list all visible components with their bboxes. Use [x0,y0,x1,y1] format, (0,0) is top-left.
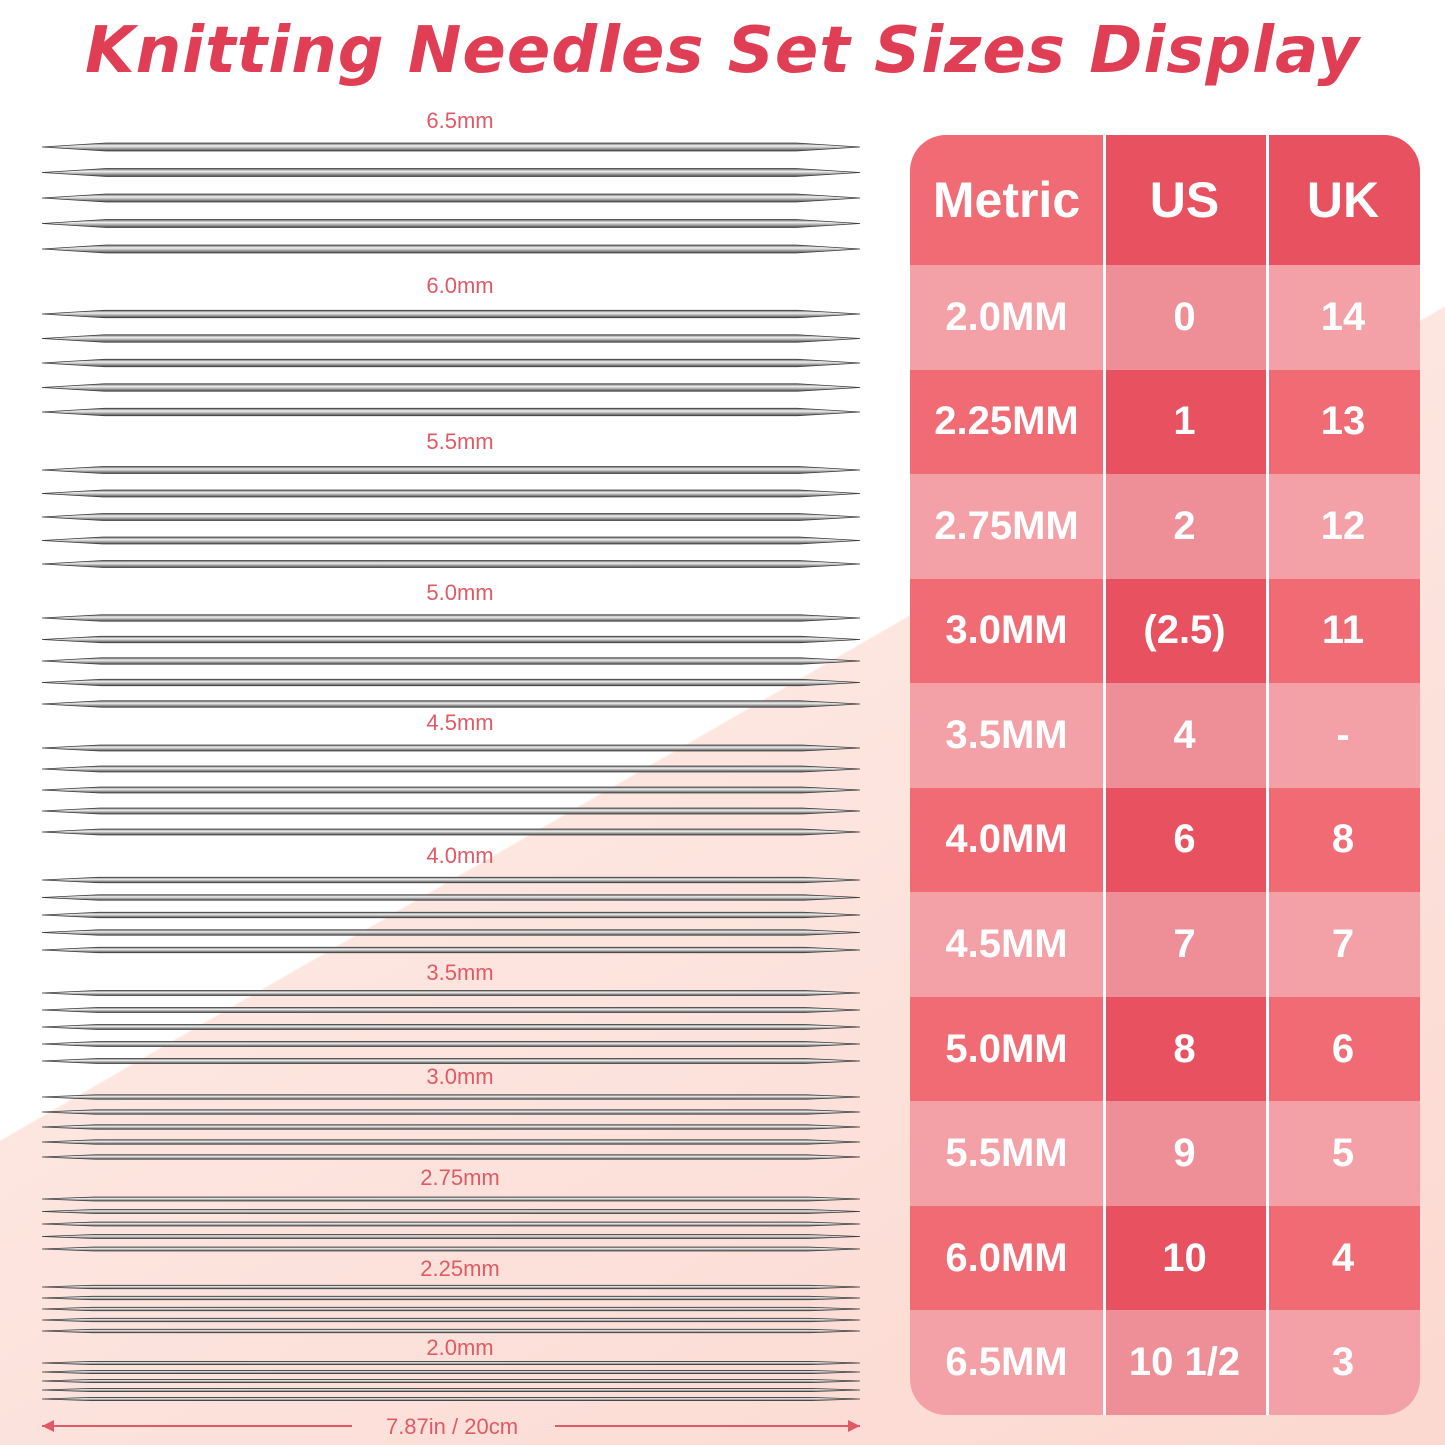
table-cell: 14 [1266,265,1420,370]
table-cell: 13 [1266,370,1420,475]
table-cell: - [1266,683,1420,788]
table-cell: 4 [1266,1206,1420,1311]
needle-set-3.5mm [42,960,860,1064]
needle [42,384,860,392]
needle [42,1042,860,1047]
table-header-uk: UK [1266,135,1420,265]
needle [42,947,860,953]
needle [42,408,860,416]
needle [42,1222,860,1226]
table-header-metric: Metric [910,135,1103,265]
needle [42,745,860,751]
table-cell: 2.25MM [910,370,1103,475]
needle [42,359,860,367]
table-cell: 6 [1103,788,1266,893]
needle [42,1318,860,1322]
table-cell: 4.5MM [910,892,1103,997]
needle-size-label: 2.75mm [420,1165,500,1190]
needle-size-label: 3.0mm [426,1064,494,1089]
needle-size-label: 4.0mm [426,843,494,868]
needle-size-label: 2.25mm [420,1256,500,1281]
table-cell: 2.75MM [910,474,1103,579]
needle-size-label: 2.0mm [426,1335,494,1360]
needle-size-label: 5.5mm [426,429,494,454]
needle [42,245,860,253]
table-cell: 3 [1266,1310,1420,1415]
table-header-us: US [1103,135,1266,265]
table-cell: 11 [1266,579,1420,684]
needle [42,194,860,202]
needle [42,467,860,474]
needle [42,514,860,521]
needle [42,1155,860,1160]
table-cell: 2 [1103,474,1266,579]
needle [42,1379,860,1382]
needle-set-4.5mm [42,710,860,835]
needle [42,829,860,835]
table-cell: 6 [1266,997,1420,1102]
table-cell: 12 [1266,474,1420,579]
table-cell: 7 [1103,892,1266,997]
table-cell: 5 [1266,1101,1420,1206]
needle [42,1285,860,1289]
needle-set-3.0mm [42,1064,860,1159]
needle [42,335,860,343]
needle [42,912,860,918]
table-cell: 5.5MM [910,1101,1103,1206]
needle-set-5.0mm [42,580,860,707]
needle-set-2.25mm [42,1256,860,1333]
arrow-right-icon [848,1420,860,1432]
table-cell: 2.0MM [910,265,1103,370]
needle [42,561,860,568]
needle [42,895,860,901]
needle [42,787,860,793]
needle [42,1370,860,1373]
table-cell: 4.0MM [910,788,1103,893]
needle-size-label: 4.5mm [426,710,494,735]
needle [42,877,860,883]
needle-set-6.0mm [42,273,860,416]
needle-set-4.0mm [42,843,860,953]
table-cell: 8 [1103,997,1266,1102]
needle-set-2.75mm [42,1165,860,1251]
size-conversion-table [910,135,1420,1415]
table-cell: 1 [1103,370,1266,475]
length-label: 7.87in / 20cm [385,1414,519,1439]
needle [42,537,860,544]
table-cell: 0 [1103,265,1266,370]
needle [42,930,860,936]
needle [42,1140,860,1145]
needle [42,1025,860,1030]
needle-size-label: 5.0mm [426,580,494,605]
table-cell: 3.0MM [910,579,1103,684]
needle [42,1008,860,1013]
table-cell: 5.0MM [910,997,1103,1102]
needle [42,658,860,665]
needle [42,1329,860,1333]
needle [42,679,860,686]
needle [42,615,860,622]
needle [42,1059,860,1064]
needle [42,1361,860,1364]
needle [42,1125,860,1130]
length-ruler [42,1414,860,1439]
needle [42,1235,860,1239]
needle [42,701,860,708]
column-divider [1103,135,1106,1415]
needle-set-6.5mm [42,108,860,253]
table-cell: 6.0MM [910,1206,1103,1311]
needle [42,169,860,177]
table-cell: 8 [1266,788,1420,893]
column-divider [1266,135,1269,1415]
needle-size-label: 3.5mm [426,960,494,985]
table-cell: 10 [1103,1206,1266,1311]
needle [42,991,860,996]
page-title: Knitting Needles Set Sizes Display [84,14,1361,88]
needle [42,220,860,228]
needle [42,1397,860,1400]
table-cell: (2.5) [1103,579,1266,684]
needle [42,1110,860,1115]
needle [42,143,860,151]
needle [42,808,860,814]
needle [42,490,860,497]
needle [42,1210,860,1214]
needle-size-label: 6.5mm [426,108,494,133]
needle [42,1296,860,1300]
needle [42,636,860,643]
needle [42,1388,860,1391]
needle-set-5.5mm [42,429,860,568]
needle [42,1307,860,1311]
table-cell: 10 1/2 [1103,1310,1266,1415]
arrow-left-icon [42,1420,54,1432]
table-cell: 7 [1266,892,1420,997]
needle [42,766,860,772]
table-cell: 4 [1103,683,1266,788]
table-cell: 9 [1103,1101,1266,1206]
needle [42,1095,860,1100]
needle [42,310,860,318]
table-cell: 6.5MM [910,1310,1103,1415]
table-cell: 3.5MM [910,683,1103,788]
needle-size-label: 6.0mm [426,273,494,298]
needle-set-2.0mm [42,1335,860,1401]
needle [42,1197,860,1201]
needle [42,1247,860,1251]
